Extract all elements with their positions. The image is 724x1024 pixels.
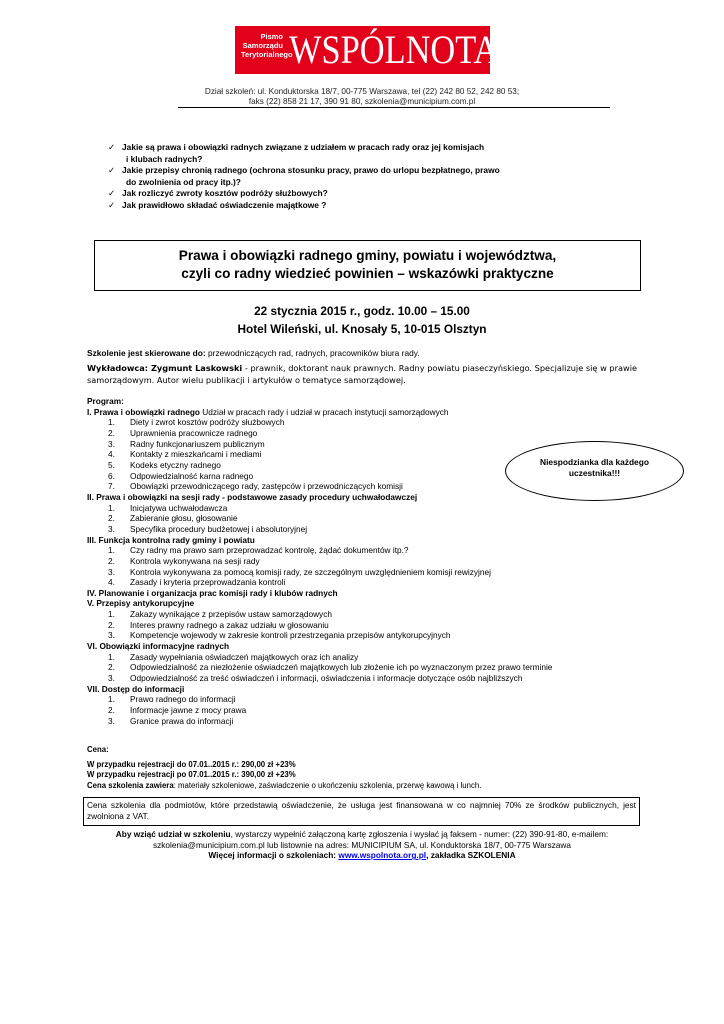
program-item: 1. Zasady wypełniania oświadczeń majątkowych oraz ich analizy (108, 651, 359, 662)
program-section: IV. Planowanie i organizacja prac komisji rady i klubów radnych (87, 587, 338, 598)
program-item: 3. Granice prawa do informacji (108, 715, 234, 726)
surprise-badge: Niespodzianka dla każdego uczestnika!!! (505, 441, 684, 501)
program-item: 2. Uprawnienia pracownicze radnego (108, 427, 258, 438)
program-item: 1. Zakazy wynikające z przepisów ustaw samorządowych (108, 609, 332, 620)
logo-subtitle: Pismo Samorządu Terytorialnego (241, 32, 293, 59)
price-includes: Cena szkolenia zawiera: materiały szkoleniowe, zaświadczenie o ukończeniu szkolenia, przerwę kawową i lunch. (87, 780, 482, 790)
program-item: 2. Kontrola wykonywana na sesji rady (108, 555, 260, 566)
program-item: 2. Informacje jawne z mocy prawa (108, 705, 247, 716)
program-item: 3. Kontrola wykonywana za pomocą komisji rady, ze szczególnym uwzględnieniem komisji rewizyjnej (108, 566, 491, 577)
question-item: ✓ Jakie przepisy chronią radnego (ochrona stosunku pracy, prawo do urlopu bezpłatnego, prawo do zwolnienia od pracy itp.)? (108, 165, 500, 187)
program-item: 3. Odpowiedzialność za treść oświadczeń i informacji, oświadczenia i informacje dotyczące osób najbliższych (108, 673, 523, 684)
program-item: 5. Kodeks etyczny radnego (108, 459, 221, 470)
lecturer-paragraph: Wykładowca: Zygmunt Laskowski - prawnik, doktorant nauk prawnych. Radny powiatu piaseczyńskiego. Specjalizuje się w prawie samorządowym. Autor wielu publikacji i artykułów o tematyce samorządowej. (87, 363, 638, 385)
program-item: 1. Diety i zwrot kosztów podróży służbowych (108, 417, 285, 428)
vat-note: Cena szkolenia dla podmiotów, które przedstawią oświadczenie, że usługa jest finansowana w co najmniej 70% ze środków publicznych, jest zwolniona z VAT. (83, 797, 640, 826)
checkmark-icon: ✓ (108, 142, 116, 152)
program-item: 4. Zasady i kryteria przeprowadzania kontroli (108, 577, 286, 588)
price-label: Cena: (87, 745, 109, 754)
checkmark-icon: ✓ (108, 165, 116, 175)
program-section: II. Prawa i obowiązki na sesji rady - podstawowe zasady procedury uchwałodawczej (87, 491, 418, 502)
registration-info: Aby wziąć udział w szkoleniu, wystarczy wypełnić załączoną kartę zgłoszenia i wysłać ją faksem - numer: (22) 390-91-80, e-mailem: szkolenia@municipium.com.pl lub listownie na adres: MUNICIPIUM SA, ul. Konduktorska 18/7, 00-775 Warszawa Więcej informacji o szkoleniach: www.wspolnota.org.pl, zakładka SZKOLENIA (115, 829, 609, 861)
logo-wordmark: WSPÓLNOTA (289, 27, 499, 72)
program-section: VII. Dostęp do informacji (87, 683, 185, 694)
program-item: 3. Radny funkcjonariuszem publicznym (108, 438, 265, 449)
program-item: 1. Prawo radnego do informacji (108, 694, 236, 705)
program-item: 2. Odpowiedzialność za niezłożenie oświadczeń majątkowych lub złożenie ich po wyznaczonym przez prawo terminie (108, 662, 553, 673)
program-label: Program: (87, 396, 124, 406)
training-title: Prawa i obowiązki radnego gminy, powiatu i województwa, czyli co radny wiedzieć powinien – wskazówki praktyczne (94, 240, 641, 291)
program-item: 6. Odpowiedzialność karna radnego (108, 470, 254, 481)
event-date: 22 stycznia 2015 r., godz. 10.00 – 15.00 (254, 304, 470, 318)
event-venue: Hotel Wileński, ul. Knosały 5, 10-015 Olsztyn (237, 322, 487, 336)
price-late: W przypadku rejestracji po 07.01..2015 r.: 390,00 zł +23% (87, 770, 296, 780)
program-item: 3. Kompetencje wojewody w zakresie kontroli przestrzegania przepisów antykorupcyjnych (108, 630, 451, 641)
header-divider (178, 107, 610, 108)
program-section: I. Prawa i obowiązki radnego Udział w pracach rady i udział w pracach instytucji samorządowych (87, 406, 449, 417)
program-item: 2. Interes prawny radnego a zakaz udziału w głosowaniu (108, 619, 329, 630)
program-item: 1. Czy radny ma prawo sam przeprowadzać kontrolę, żądać dokumentów itp.? (108, 545, 409, 556)
price-section (87, 745, 627, 791)
question-list (108, 142, 608, 211)
wspolnota-logo (235, 26, 499, 74)
checkmark-icon: ✓ (108, 188, 116, 198)
program-item: 3. Specyfika procedury budżetowej i absolutoryjnej (108, 523, 308, 534)
event-details (0, 302, 724, 338)
program-item: 2. Zabieranie głosu, głosowanie (108, 513, 238, 524)
contact-info: Dział szkoleń: ul. Konduktorska 18/7, 00-775 Warszawa, tel (22) 242 80 52, 242 80 53; faks (22) 858 21 17, 390 91 80, szkolenia@municipium.com.pl (204, 87, 520, 106)
program-item: 4. Kontakty z mieszkańcami i mediami (108, 449, 262, 460)
program-section: III. Funkcja kontrolna rady gminy i powiatu (87, 534, 255, 545)
question-item: ✓ Jakie są prawa i obowiązki radnych związane z udziałem w pracach rady oraz jej komisjach i klubach radnych? (108, 142, 485, 164)
price-early: W przypadku rejestracji do 07.01..2015 r.: 290,00 zł +23% (87, 759, 296, 769)
checkmark-icon: ✓ (108, 199, 116, 210)
audience-paragraph: Szkolenie jest skierowane do: przewodniczących rad, radnych, pracowników biura rady. (87, 348, 420, 358)
program-section: VI. Obowiązki informacyjne radnych (87, 641, 230, 652)
program-section: V. Przepisy antykorupcyjne (87, 598, 195, 609)
question-item: ✓ Jak rozliczyć zwroty kosztów podróży służbowych? (108, 188, 328, 198)
website-link[interactable]: www.wspolnota.org.pl (338, 850, 427, 861)
program-item: 1. Inicjatywa uchwałodawcza (108, 502, 228, 513)
program-item: 7. Obowiązki przewodniczącego rady, zastępców i przewodniczących komisji (108, 481, 403, 492)
question-item: ✓ Jak prawidłowo składać oświadczenie majątkowe ? (108, 199, 327, 210)
